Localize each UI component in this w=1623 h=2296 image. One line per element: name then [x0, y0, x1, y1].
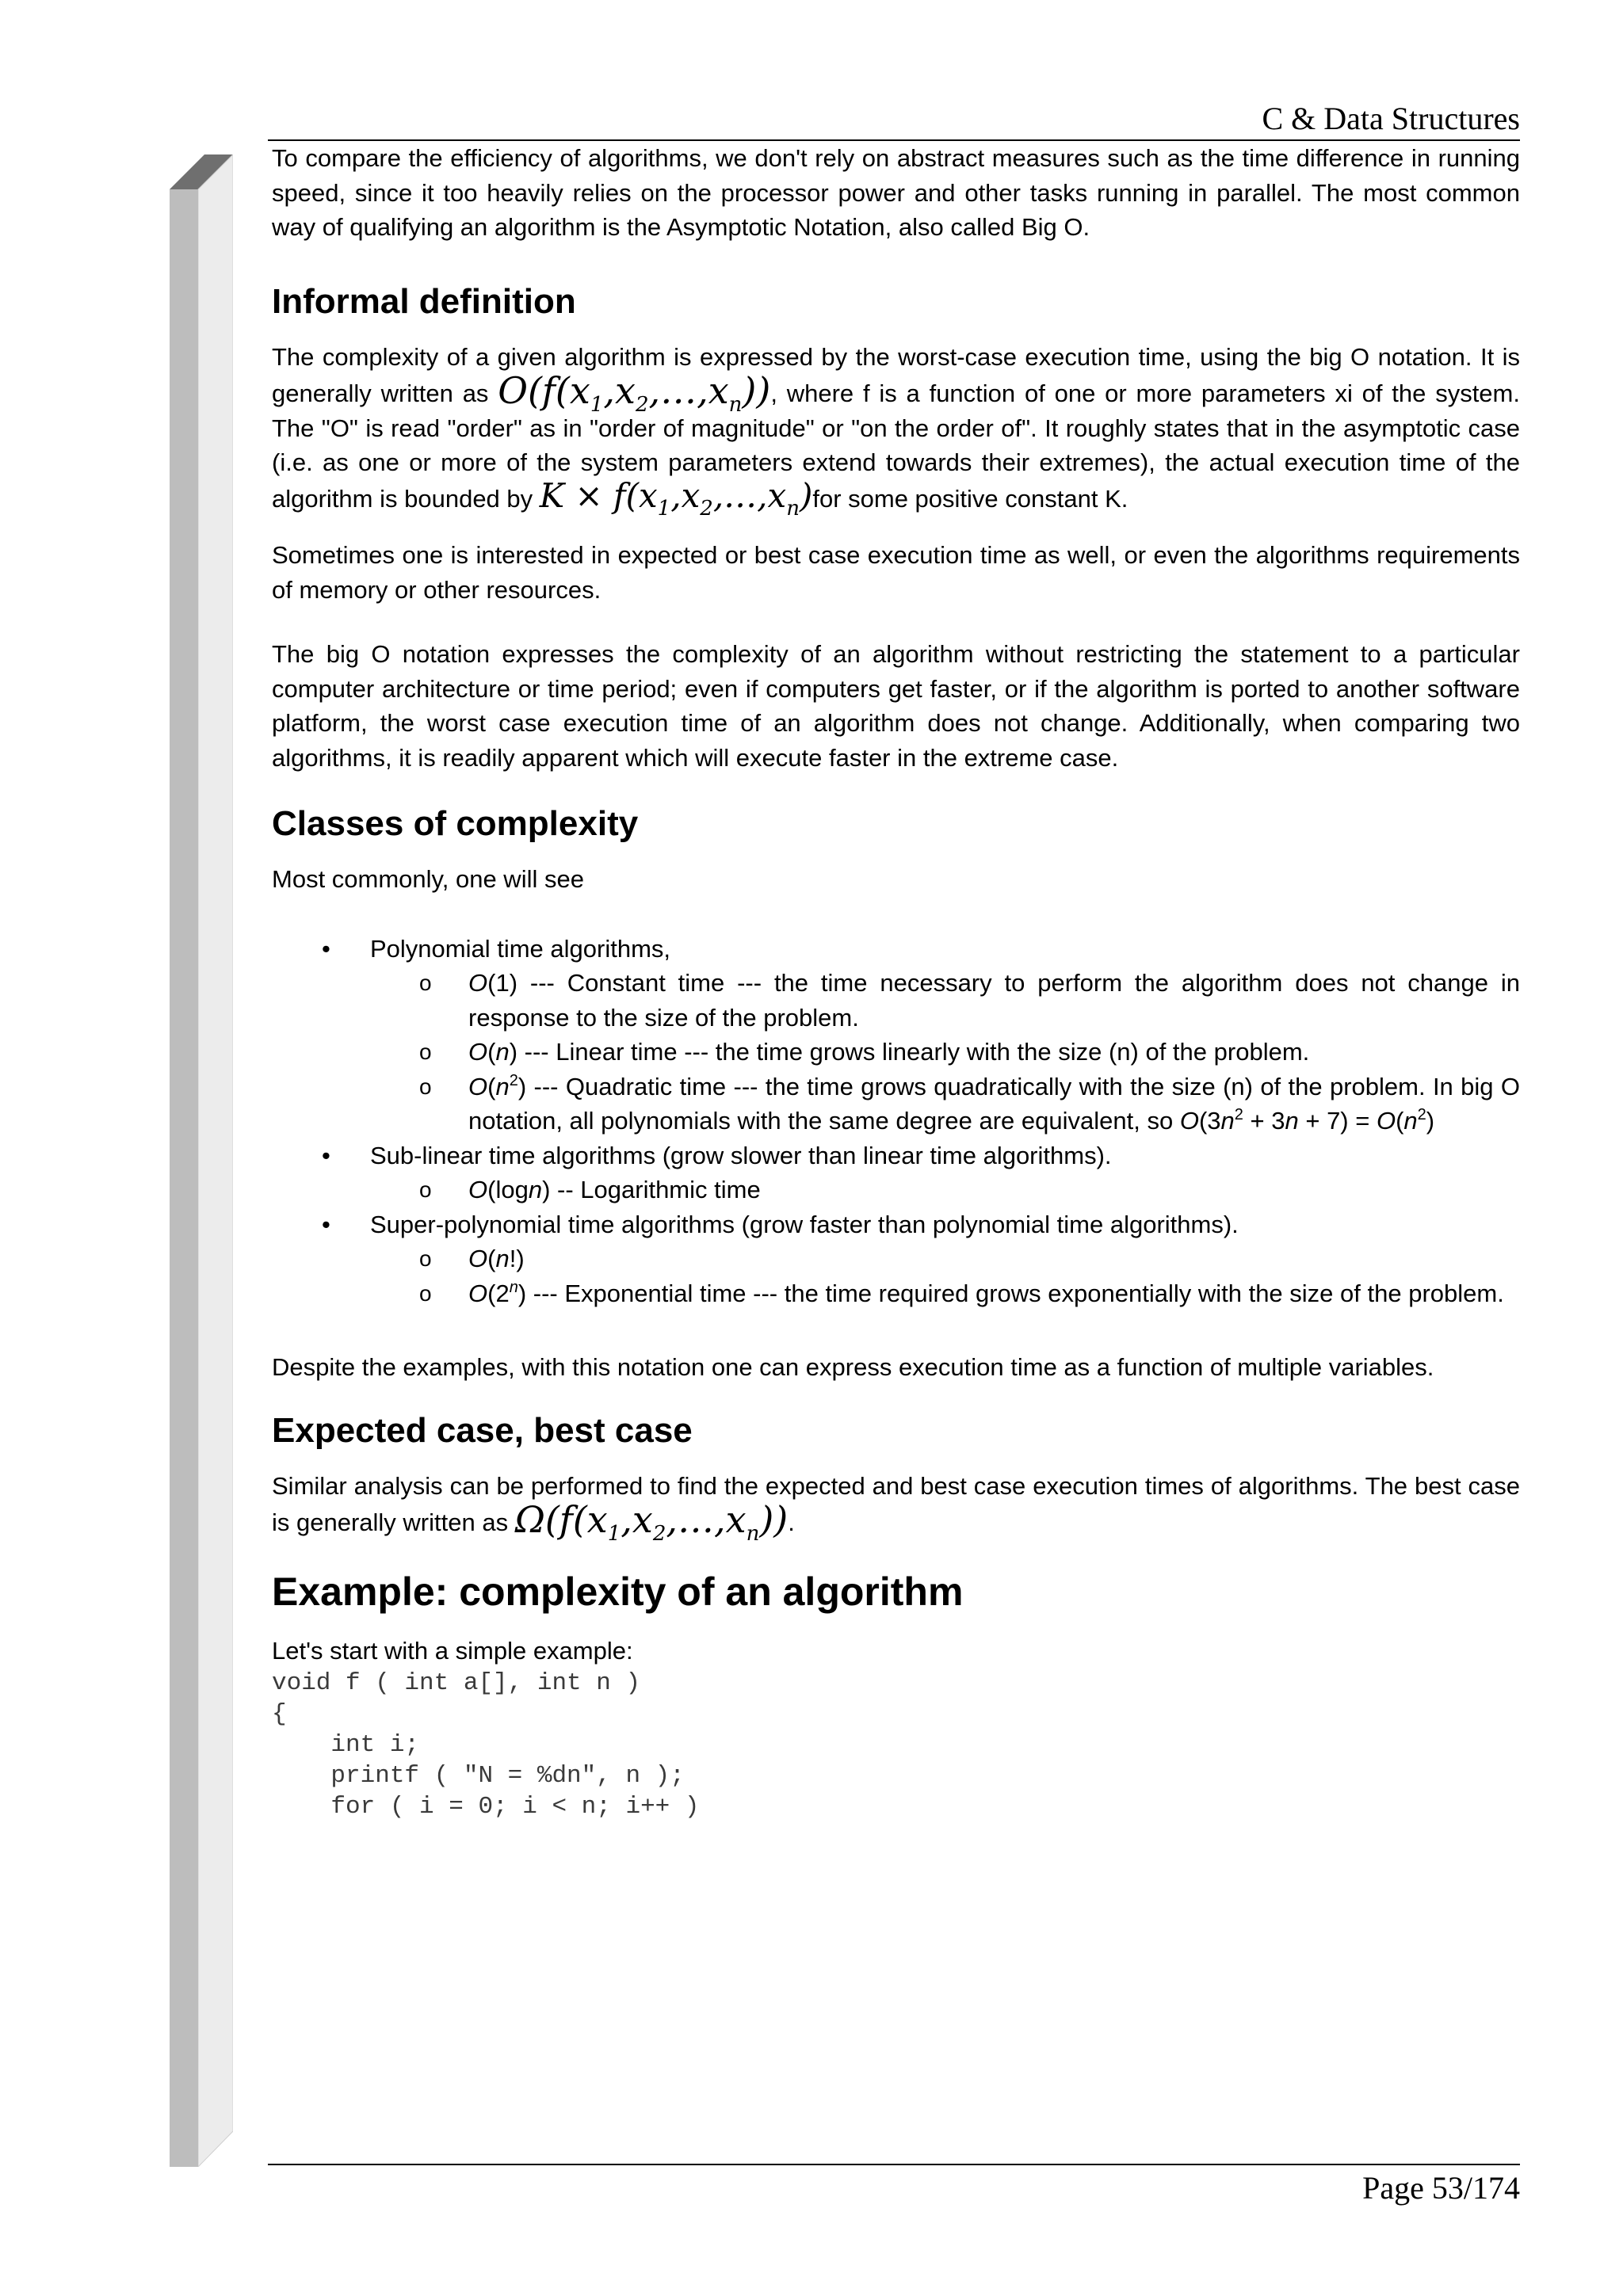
classes-lead: Most commonly, one will see	[272, 865, 584, 893]
superpolynomial-sublist	[370, 1241, 1520, 1310]
list-item-on: o O(n) --- Linear time --- the time grows linearly with the size (n) of the problem.	[272, 1035, 1520, 1070]
list-item-ologn: o O(logn) -- Logarithmic time	[272, 1173, 1520, 1207]
footer-rule	[268, 2164, 1520, 2165]
bullet: •	[322, 1141, 330, 1169]
list-item-o1: o O(1) --- Constant time --- the time necessary to perform the algorithm does not change in response to the size of the problem.	[272, 966, 1520, 1035]
circle-bullet: o	[419, 1246, 432, 1271]
big-o-portability-paragraph: The big O notation expresses the complexity of an algorithm without restricting the statement to a particular computer architecture or time period; even if computers get faster, or if the algorithm is ported to another software platform, the worst case execution time of an algorithm does not change. Additionally, when comparing two algorithms, it is readily apparent which will execute faster in the extreme case.	[272, 640, 1520, 772]
list-item-on2: o $O(n^2)$ --- Quadratic time --- the time grows quadratically with the size (n) of the problem. In big O notation, all polynomials with the same degree are equivalent, so $O(3n^2 + 3n + 7) = O(n^2)$	[272, 1070, 1520, 1138]
list-item-o2n: o O(2$^n$) --- Exponential time --- the time required grows exponentially with the size of the problem.	[272, 1276, 1520, 1311]
expected-best-paragraph: Sometimes one is interested in expected or best case execution time as well, or even the algorithms requirements of memory or other resources.	[272, 541, 1520, 604]
circle-bullet: o	[419, 1177, 432, 1202]
heading-classes-of-complexity: Classes of complexity	[272, 804, 639, 843]
circle-bullet: o	[419, 1280, 432, 1306]
complexity-list	[272, 932, 1520, 1311]
page-side-bar	[170, 154, 233, 2167]
classes-closing-paragraph: Despite the examples, with this notation one can express execution time as a function of multiple variables.	[272, 1353, 1434, 1381]
code-block: void f ( int a[], int n ) { int i; printf ( "N = %dn", n ); for ( i = 0; i < n; i++ )	[272, 1669, 700, 1821]
best-case-paragraph: Similar analysis can be performed to find the expected and best case execution times of algorithms. The best case is generally written as $\Omega(f(x_1,x_2,\dots,x_n))$.	[272, 1471, 1520, 1546]
formula-big-o: $O(f(x_1,x_2,\dots,x_n))$	[498, 369, 771, 417]
circle-bullet: o	[419, 1074, 432, 1099]
circle-bullet: o	[419, 971, 432, 995]
list-item-sublinear: • Sub-linear time algorithms (grow slower than linear time algorithms). o O(logn) -- Logarithmic time	[272, 1138, 1520, 1207]
circle-bullet: o	[419, 1039, 432, 1064]
intro-paragraph: To compare the efficiency of algorithms, we don't rely on abstract measures such as the time difference in running speed, since it too heavily relies on the processor power and other tasks running in parallel. The most common way of qualifying an algorithm is the Asymptotic Notation, also called Big O.	[272, 144, 1520, 241]
list-item-superpolynomial: • Super-polynomial time algorithms (grow faster than polynomial time algorithms). o O(n!) o O(2$^n$) --- Exponential time --- the time required grows exponentially with the size of the problem.	[272, 1207, 1520, 1311]
page-content	[272, 141, 1520, 1822]
informal-definition-paragraph: The complexity of a given algorithm is expressed by the worst-case execution time, using the big O notation. It is generally written as $O(f(x_1,x_2,\dots,x_n))$, where f is a function of one or more parameters xi of the system. The "O" is read "order" as in "order of magnitude" or "on the order of". It roughly states that in the asymptotic case (i.e. as one or more of the system parameters extend towards their extremes), the actual execution time of the algorithm is bounded by $K \times f(x_1,x_2,\dots,x_n)for$ some positive constant K.	[272, 342, 1520, 521]
bullet: •	[322, 934, 330, 963]
heading-expected-best-case: Expected case, best case	[272, 1410, 693, 1450]
polynomial-sublist	[370, 966, 1520, 1138]
running-header: C & Data Structures	[1262, 101, 1520, 136]
heading-informal-definition: Informal definition	[272, 281, 576, 321]
list-item-onfactorial: o O(n!)	[272, 1241, 1520, 1276]
bullet: •	[322, 1210, 330, 1238]
list-item-polynomial: • Polynomial time algorithms, o O(1) --- Constant time --- the time necessary to perform the algorithm does not change in response to the size of the problem. o O(n) --- Linear time --- the time grows linearly with the size (n) of the problem. o $O(n^2)$ --- Quadratic time --- the time grows quadratically with the size (n) of the problem. In big O notation, all polynomials with the same degree are equivalent, so $O(3n^2 + 3n + 7) = O(n^2)$	[272, 932, 1520, 1138]
heading-example-complexity: Example: complexity of an algorithm	[272, 1569, 964, 1614]
formula-omega: $\Omega(f(x_1,x_2,\dots,x_n))$	[514, 1498, 789, 1546]
formula-bound: $K \times f(x_1,x_2,\dots,x_n)$	[539, 475, 813, 521]
example-lead: Let's start with a simple example:	[272, 1636, 633, 1665]
page-number: Page 53/174	[1362, 2170, 1520, 2206]
sublinear-sublist	[370, 1173, 1520, 1207]
